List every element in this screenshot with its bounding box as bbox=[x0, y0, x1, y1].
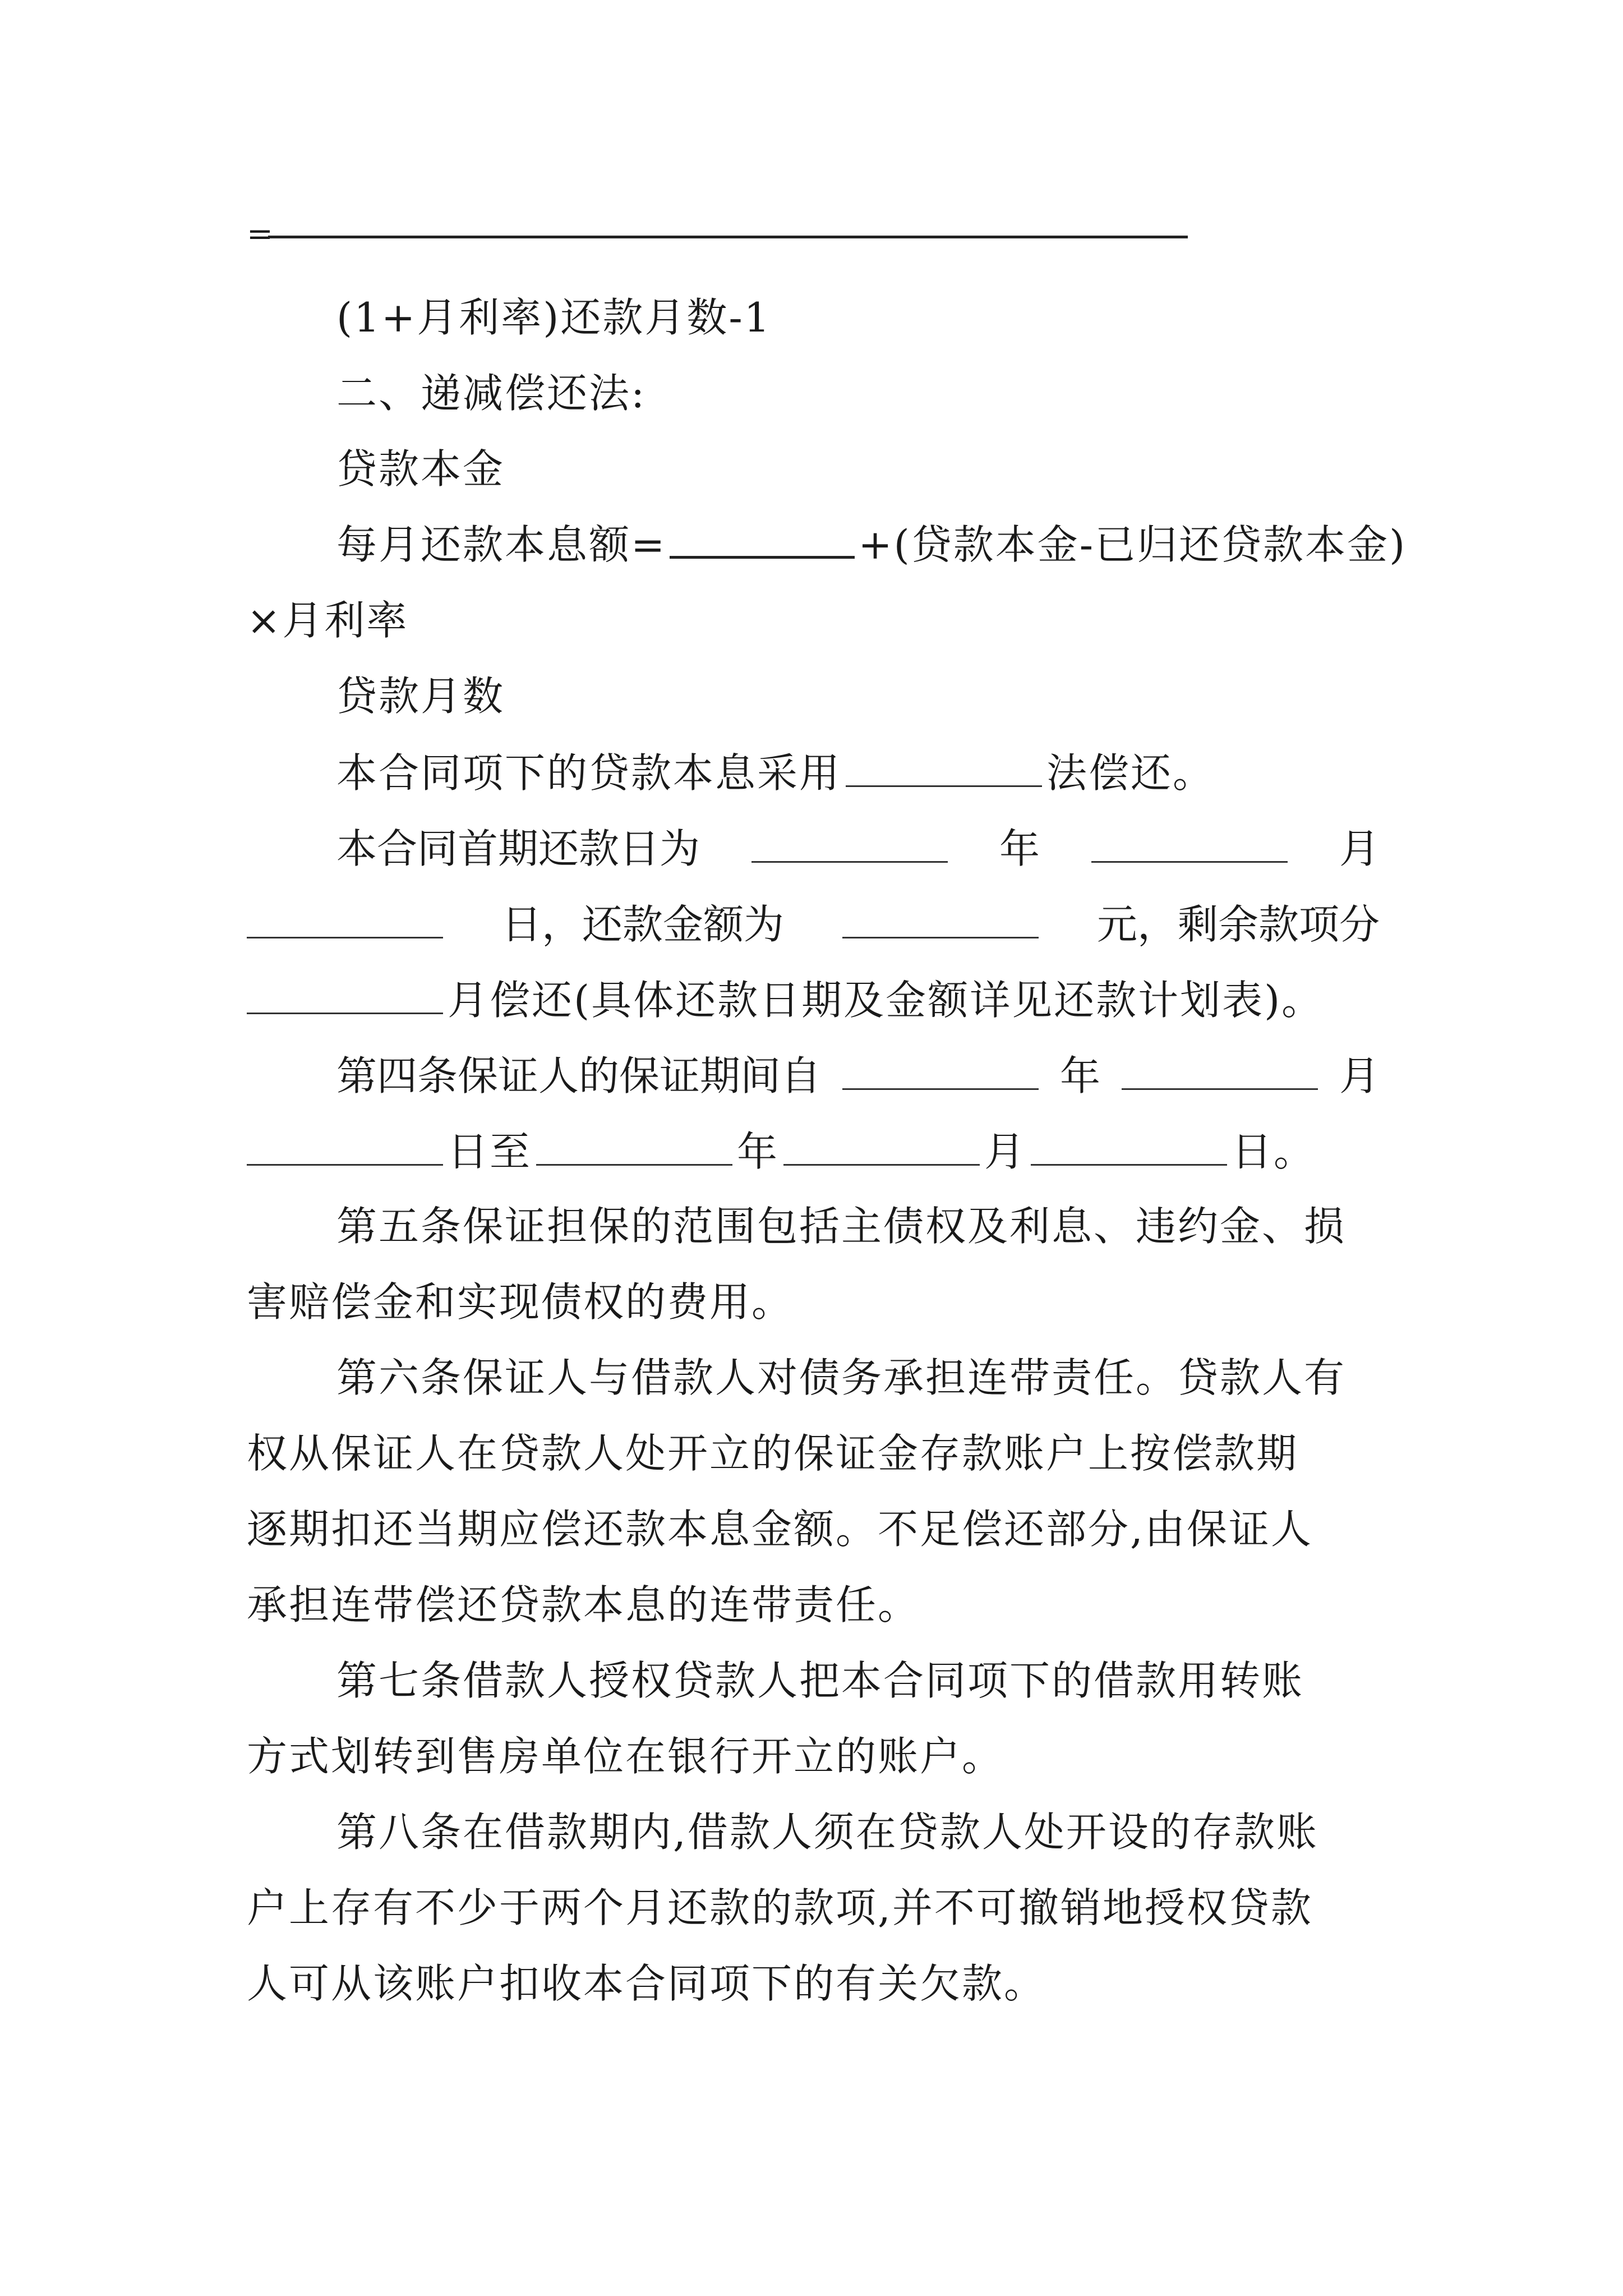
months-blank[interactable] bbox=[247, 979, 443, 1014]
article-8-line-3: 人可从该账户扣收本合同项下的有关欠款。 bbox=[247, 1960, 1046, 2007]
guarantee-start-month-blank[interactable] bbox=[1122, 1055, 1318, 1090]
first-year-blank[interactable] bbox=[751, 827, 948, 863]
article-7-line-2: 方式划转到售房单位在银行开立的账户。 bbox=[247, 1733, 1004, 1780]
amount-blank[interactable] bbox=[842, 903, 1039, 938]
first-repayment-line-2: 日，还款金额为 元，剩余款项分 bbox=[247, 903, 1380, 945]
formula-rhs: +(贷款本金-已归还贷款本金) bbox=[858, 521, 1407, 568]
fraction-rule bbox=[268, 236, 1188, 238]
first-repayment-line: 本合同首期还款日为 年 月 bbox=[336, 825, 1380, 872]
repayment-method-line: 本合同项下的贷款本息采用 法偿还。 bbox=[336, 749, 1215, 797]
formula-rhs-cont: ×月利率 bbox=[247, 597, 409, 644]
article-6-line-2: 权从保证人在贷款人处开立的保证金存款账户上按偿款期 bbox=[247, 1430, 1299, 1477]
fraction-rule-short bbox=[670, 536, 855, 559]
article-6-line-1: 第六条保证人与借款人对债务承担连带责任。贷款人有 bbox=[336, 1354, 1347, 1401]
first-day-blank[interactable] bbox=[247, 903, 443, 938]
guarantee-start-year-blank[interactable] bbox=[842, 1055, 1039, 1090]
article-6-line-4: 承担连带偿还贷款本息的连带责任。 bbox=[247, 1581, 920, 1628]
article-8-line-1: 第八条在借款期内,借款人须在贷款人处开设的存款账 bbox=[336, 1809, 1318, 1856]
article-5-line-1: 第五条保证担保的范围包括主债权及利息、违约金、损 bbox=[336, 1203, 1347, 1250]
article-8-line-2: 户上存有不少于两个月还款的款项,并不可撤销地授权贷款 bbox=[247, 1884, 1313, 1931]
first-month-blank[interactable] bbox=[1091, 827, 1288, 863]
guarantee-start-day-blank[interactable] bbox=[247, 1130, 443, 1166]
formula-lhs: 每月还款本息额= bbox=[336, 521, 667, 568]
formula-denominator-2: 贷款月数 bbox=[336, 673, 505, 720]
first-repayment-line-3: 月偿还(具体还款日期及金额详见还款计划表)。 bbox=[247, 979, 1324, 1020]
article-5-line-2: 害赔偿金和实现债权的费用。 bbox=[247, 1278, 794, 1326]
repayment-method-blank[interactable] bbox=[846, 752, 1042, 787]
article-4-line-2: 日至 年 月 日。 bbox=[247, 1130, 1316, 1172]
guarantee-end-day-blank[interactable] bbox=[1031, 1130, 1227, 1166]
guarantee-end-year-blank[interactable] bbox=[536, 1130, 732, 1166]
formula-numerator: 贷款本金 bbox=[336, 445, 505, 493]
article-7-line-1: 第七条借款人授权贷款人把本合同项下的借款用转账 bbox=[336, 1657, 1304, 1704]
monthly-payment-formula bbox=[336, 521, 1407, 568]
method-two-heading: 二、递减偿还法: bbox=[336, 370, 647, 417]
article-4-line-1: 第四条保证人的保证期间自 年 月 bbox=[336, 1052, 1380, 1099]
guarantee-end-month-blank[interactable] bbox=[783, 1130, 980, 1166]
formula-denominator: (1+月利率)还款月数-1 bbox=[336, 294, 772, 341]
equals-sign: = bbox=[247, 216, 273, 252]
article-6-line-3: 逐期扣还当期应偿还款本息金额。不足偿还部分,由保证人 bbox=[247, 1506, 1313, 1553]
